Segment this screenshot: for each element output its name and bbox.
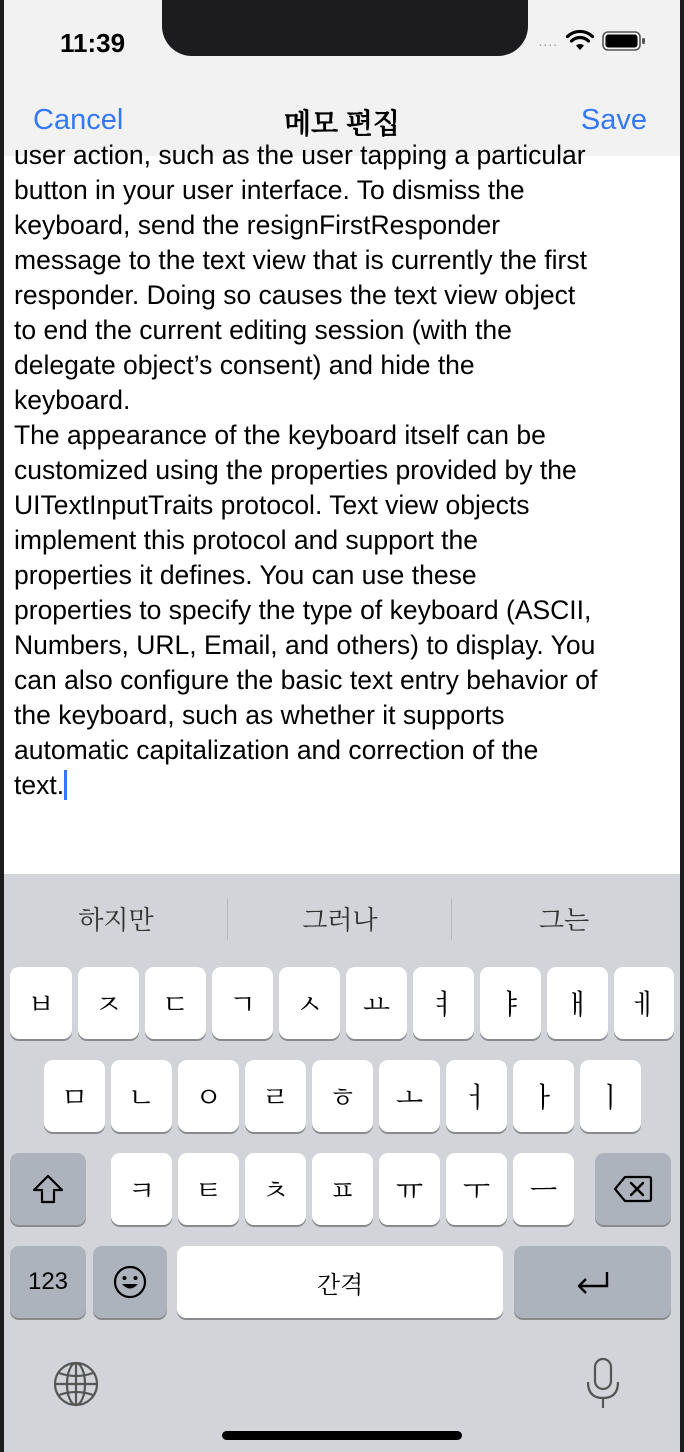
key-ㅂ[interactable]: ㅂ bbox=[10, 967, 72, 1039]
key-ㅔ[interactable]: ㅔ bbox=[614, 967, 674, 1039]
key-ㅑ[interactable]: ㅑ bbox=[480, 967, 541, 1039]
status-time: 11:39 bbox=[60, 28, 126, 58]
key-ㅁ[interactable]: ㅁ bbox=[44, 1060, 105, 1132]
key-ㄷ[interactable]: ㄷ bbox=[145, 967, 206, 1039]
key-ㅎ[interactable]: ㅎ bbox=[312, 1060, 373, 1132]
key-ㅣ[interactable]: ㅣ bbox=[580, 1060, 641, 1132]
suggestion-3[interactable]: 그는 bbox=[538, 905, 590, 935]
suggestion-divider bbox=[227, 898, 228, 940]
key-ㅇ[interactable]: ㅇ bbox=[178, 1060, 239, 1132]
key-ㅍ[interactable]: ㅍ bbox=[312, 1153, 373, 1225]
key-ㅗ[interactable]: ㅗ bbox=[379, 1060, 440, 1132]
space-key[interactable]: 간격 bbox=[177, 1246, 503, 1318]
memo-text: user action, such as the user tapping a particular button in your user interface. To dismiss the keyboard, send the resignFirstResponder message to the text view that is currently the first responder. Doing so causes the text view object to end the current editing session (with the delegate object’s consent) and hide the keyboard. The appearance of the keyboard itself can be customized using the properties provided by the UITextInputTraits protocol. Text view objects implement this protocol and support the properties it defines. You can use these properties to specify the type of keyboard (ASCII, Numbers, URL, Email, and others) to display. You can also configure the basic text entry behavior of the keyboard, such as whether it supports automatic capitalization and correction of the text. bbox=[14, 140, 598, 800]
key-ㅊ[interactable]: ㅊ bbox=[245, 1153, 306, 1225]
delete-icon bbox=[613, 1174, 653, 1204]
home-indicator[interactable] bbox=[222, 1431, 462, 1440]
key-ㄱ[interactable]: ㄱ bbox=[212, 967, 273, 1039]
shift-key[interactable] bbox=[10, 1153, 86, 1225]
battery-icon bbox=[602, 30, 646, 52]
suggestion-2[interactable]: 그러나 bbox=[302, 905, 378, 935]
memo-text-container bbox=[14, 138, 672, 803]
emoji-key[interactable] bbox=[93, 1246, 167, 1318]
page-title: 메모 편집 bbox=[284, 108, 400, 139]
suggestion-bar bbox=[4, 874, 680, 962]
signal-dots: .... bbox=[538, 33, 558, 49]
microphone-icon[interactable] bbox=[584, 1356, 622, 1410]
shift-icon bbox=[31, 1173, 65, 1205]
key-ㅌ[interactable]: ㅌ bbox=[178, 1153, 239, 1225]
key-ㅠ[interactable]: ㅠ bbox=[379, 1153, 440, 1225]
key-ㅜ[interactable]: ㅜ bbox=[446, 1153, 507, 1225]
suggestion-divider bbox=[451, 898, 452, 940]
key-ㅛ[interactable]: ㅛ bbox=[346, 967, 407, 1039]
key-ㅋ[interactable]: ㅋ bbox=[111, 1153, 172, 1225]
key-ㄴ[interactable]: ㄴ bbox=[111, 1060, 172, 1132]
key-ㅕ[interactable]: ㅕ bbox=[413, 967, 474, 1039]
text-cursor bbox=[64, 770, 67, 800]
delete-key[interactable] bbox=[595, 1153, 671, 1225]
key-ㅈ[interactable]: ㅈ bbox=[78, 967, 139, 1039]
return-key[interactable] bbox=[514, 1246, 671, 1318]
key-ㄹ[interactable]: ㄹ bbox=[245, 1060, 306, 1132]
wifi-icon bbox=[566, 30, 594, 52]
keyboard bbox=[4, 874, 680, 1452]
globe-icon[interactable] bbox=[52, 1360, 100, 1408]
suggestion-1[interactable]: 하지만 bbox=[78, 905, 154, 935]
status-icons bbox=[538, 30, 646, 52]
save-button[interactable]: Save bbox=[580, 104, 647, 136]
key-ㅓ[interactable]: ㅓ bbox=[446, 1060, 507, 1132]
key-ㅅ[interactable]: ㅅ bbox=[279, 967, 340, 1039]
memo-text-view[interactable] bbox=[4, 140, 680, 874]
key-ㅏ[interactable]: ㅏ bbox=[513, 1060, 574, 1132]
return-icon bbox=[575, 1269, 611, 1295]
emoji-icon bbox=[112, 1264, 148, 1300]
key-ㅡ[interactable]: ㅡ bbox=[513, 1153, 574, 1225]
status-bar bbox=[4, 0, 680, 84]
cancel-button[interactable]: Cancel bbox=[33, 104, 124, 136]
key-ㅐ[interactable]: ㅐ bbox=[547, 967, 608, 1039]
phone-screen bbox=[4, 0, 680, 1452]
notch bbox=[162, 0, 528, 56]
numbers-key[interactable]: 123 bbox=[10, 1246, 86, 1318]
